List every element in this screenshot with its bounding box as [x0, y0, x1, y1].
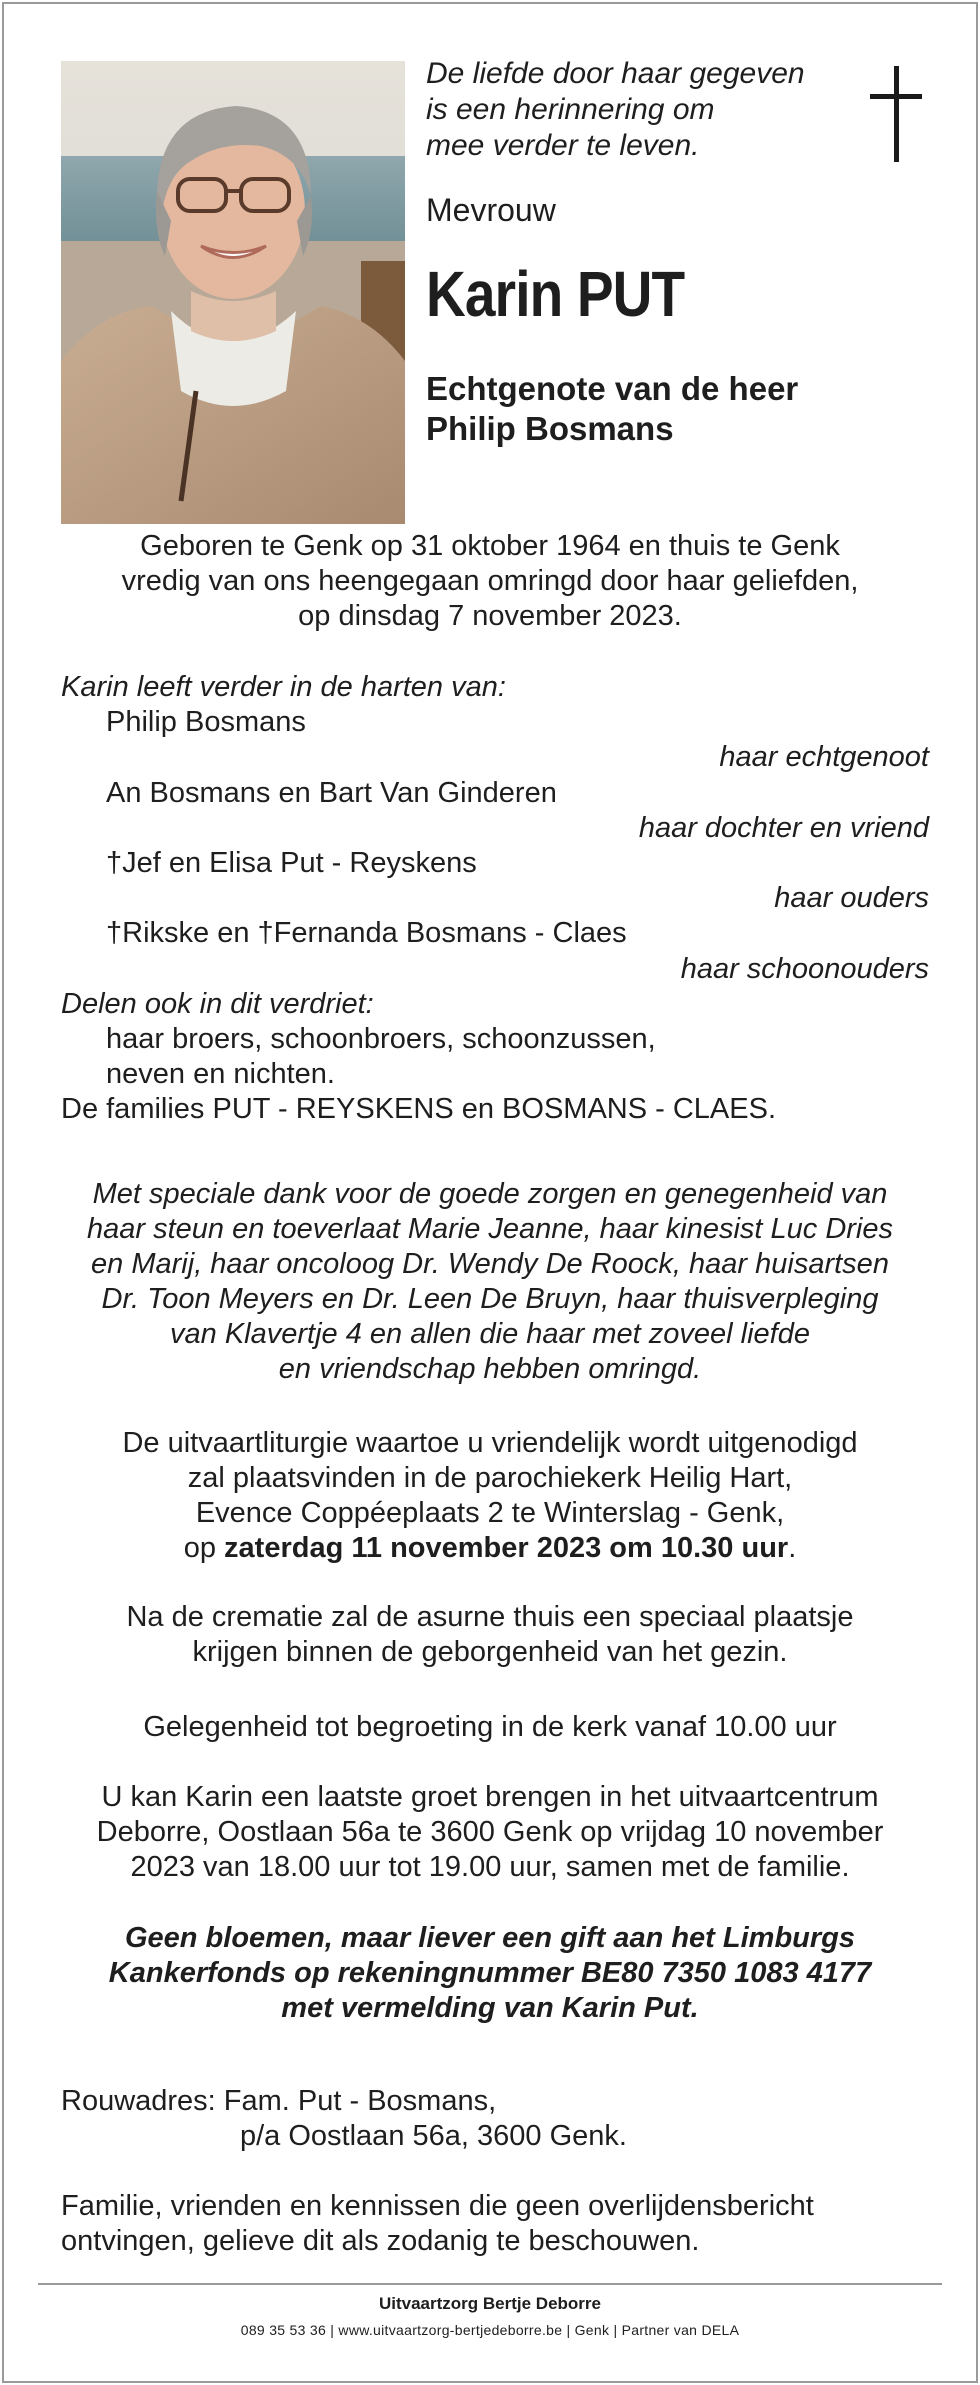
survivor-relation: haar schoonouders	[680, 952, 929, 985]
notice-line: ontvingen, gelieve dit als zodanig te beschouwen.	[61, 2225, 700, 2257]
liturgy-line: Evence Coppéeplaats 2 te Winterslag - Genk,	[195, 1497, 785, 1529]
footer-divider	[38, 2283, 942, 2285]
birth-death-text	[4, 529, 976, 634]
motto-line: De liefde door haar gegeven	[426, 57, 805, 90]
liturgy-date: zaterdag 11 november 2023 om 10.30 uur	[224, 1532, 789, 1564]
spouse-line-2: Philip Bosmans	[426, 410, 674, 447]
condolence-text: Gelegenheid tot begroeting in de kerk vanaf 10.00 uur	[143, 1711, 837, 1743]
farewell-line: 2023 van 18.00 uur tot 19.00 uur, samen met de familie.	[130, 1851, 850, 1883]
deceased-name: Karin PUT	[426, 258, 685, 330]
notice-line: Familie, vrienden en kennissen die geen overlijdensbericht	[61, 2190, 814, 2222]
share-line: haar broers, schoonbroers, schoonzussen,	[106, 1023, 656, 1056]
survivors-intro: Karin leeft verder in de harten van:	[61, 671, 506, 703]
families-line: De families PUT - REYSKENS en BOSMANS - CLAES.	[61, 1093, 777, 1126]
spouse-line	[426, 369, 798, 449]
liturgy-line: zal plaatsvinden in de parochiekerk Heilig Hart,	[187, 1462, 793, 1494]
liturgy-line: De uitvaartliturgie waartoe u vriendelijk wordt uitgenodigd	[122, 1427, 858, 1459]
survivors-list	[61, 670, 929, 1128]
motto-line: is een herinnering om	[426, 93, 715, 126]
portrait-image	[61, 61, 405, 524]
thanks-line: en vriendschap hebben omringd.	[278, 1353, 702, 1385]
survivor-relation: haar ouders	[774, 882, 929, 915]
survivor-relation: haar echtgenoot	[719, 741, 929, 774]
survivor-relation: haar dochter en vriend	[638, 811, 929, 844]
survivor-name: An Bosmans en Bart Van Ginderen	[106, 776, 557, 809]
donation-line: Geen bloemen, maar liever een gift aan het Limburgs	[124, 1922, 856, 1954]
thanks-line: haar steun en toeverlaat Marie Jeanne, haar kinesist Luc Dries	[87, 1213, 893, 1245]
death-notice	[2, 2, 978, 2383]
share-intro: Delen ook in dit verdriet:	[61, 987, 374, 1020]
address-line-1: Rouwadres: Fam. Put - Bosmans,	[61, 2085, 497, 2117]
share-line: neven en nichten.	[106, 1058, 335, 1091]
liturgy-date-prefix: op	[183, 1532, 225, 1564]
mourning-address	[61, 2084, 931, 2154]
portrait-photo	[61, 61, 405, 524]
spouse-line-1: Echtgenote van de heer	[426, 370, 799, 407]
thanks-line: van Klavertje 4 en allen die haar met zoveel liefde	[170, 1318, 810, 1350]
survivor-name: †Rikske en †Fernanda Bosmans - Claes	[106, 917, 627, 950]
address-line-2: p/a Oostlaan 56a, 3600 Genk.	[240, 2120, 627, 2152]
cremation-line: krijgen binnen de geborgenheid van het gezin.	[192, 1636, 788, 1668]
salutation: Mevrouw	[426, 192, 556, 228]
funeral-home-contact: 089 35 53 36 | www.uitvaartzorg-bertjedeborre.be | Genk | Partner van DELA	[240, 2322, 740, 2338]
liturgy-date-line	[4, 1531, 976, 1566]
donation-text	[4, 1921, 976, 2026]
birth-death-line: Geboren te Genk op 31 oktober 1964 en thuis te Genk	[140, 530, 840, 562]
latin-cross-icon	[866, 66, 926, 166]
donation-line: met vermelding van Karin Put.	[281, 1992, 699, 2024]
notice-text	[61, 2189, 931, 2259]
survivor-name: Philip Bosmans	[106, 706, 306, 739]
birth-death-line: vredig van ons heengegaan omringd door haar geliefden,	[121, 565, 859, 597]
farewell-text	[4, 1780, 976, 1885]
thanks-line: Dr. Toon Meyers en Dr. Leen De Bruyn, haar thuisverpleging	[101, 1283, 879, 1315]
cremation-line: Na de crematie zal de asurne thuis een speciaal plaatsje	[126, 1601, 854, 1633]
birth-death-line: op dinsdag 7 november 2023.	[298, 600, 682, 632]
funeral-home-name: Uitvaartzorg Bertje Deborre	[378, 2294, 601, 2313]
thanks-text	[4, 1177, 976, 1387]
motto	[426, 56, 846, 164]
motto-line: mee verder te leven.	[426, 129, 700, 162]
liturgy-text	[4, 1426, 976, 1566]
survivor-name: †Jef en Elisa Put - Reyskens	[106, 847, 477, 880]
farewell-line: U kan Karin een laatste groet brengen in het uitvaartcentrum	[101, 1781, 879, 1813]
liturgy-date-suffix: .	[788, 1532, 797, 1564]
thanks-line: Met speciale dank voor de goede zorgen en genegenheid van	[92, 1178, 888, 1210]
donation-line: Kankerfonds op rekeningnummer BE80 7350 1083 4177	[108, 1957, 872, 1989]
farewell-line: Deborre, Oostlaan 56a te 3600 Genk op vrijdag 10 november	[96, 1816, 884, 1848]
cremation-text	[4, 1600, 976, 1670]
thanks-line: en Marij, haar oncoloog Dr. Wendy De Roock, haar huisartsen	[91, 1248, 889, 1280]
